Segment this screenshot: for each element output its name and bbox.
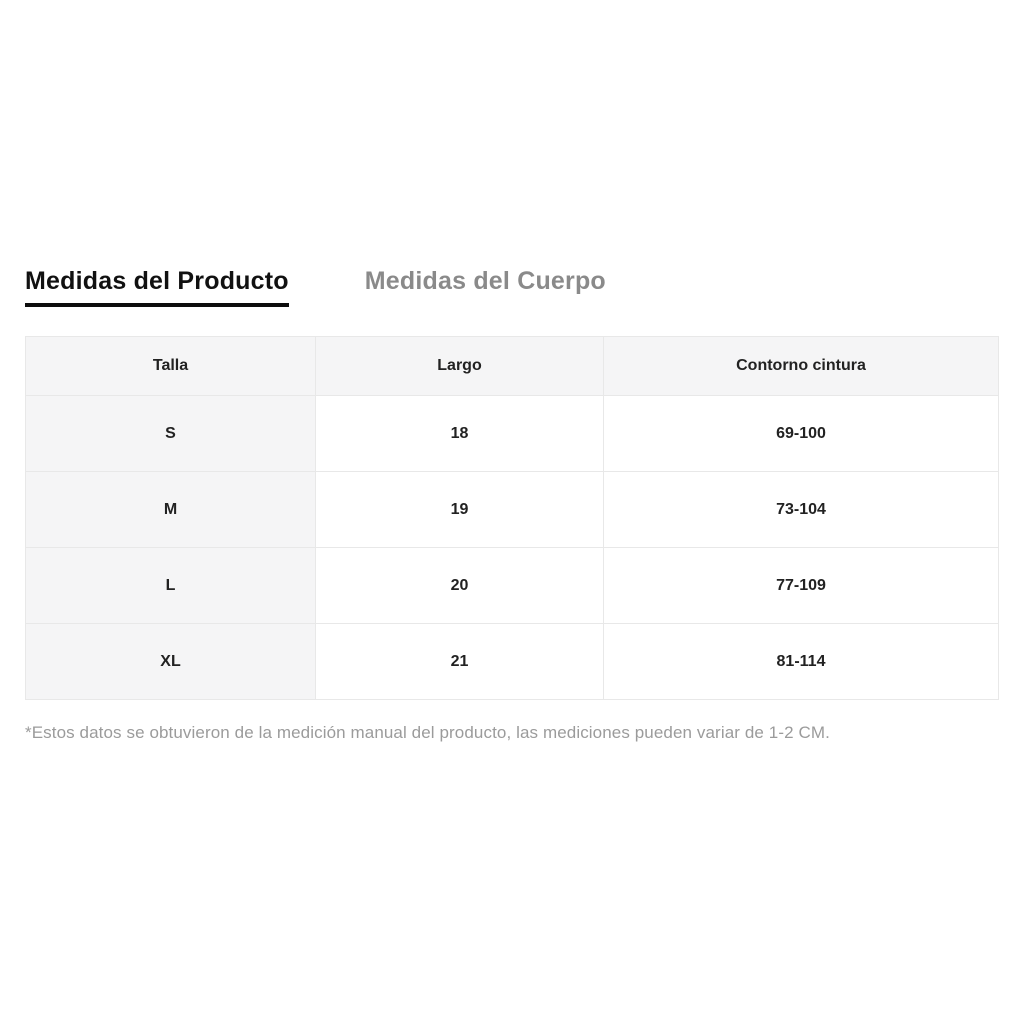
cell-contorno: 81-114	[604, 624, 999, 700]
size-chart-panel	[25, 266, 998, 743]
cell-contorno: 69-100	[604, 396, 999, 472]
measurement-disclaimer: *Estos datos se obtuvieron de la medición manual del producto, las mediciones pueden variar de 1-2 CM.	[25, 723, 830, 742]
measurement-tabs	[25, 266, 998, 307]
column-header-largo: Largo	[316, 337, 604, 396]
cell-largo: 21	[316, 624, 604, 700]
cell-talla: S	[26, 396, 316, 472]
cell-largo: 19	[316, 472, 604, 548]
table-row-xl	[26, 624, 999, 700]
table-row-m	[26, 472, 999, 548]
table-header-row	[26, 337, 999, 396]
cell-largo: 20	[316, 548, 604, 624]
cell-talla: L	[26, 548, 316, 624]
column-header-talla: Talla	[26, 337, 316, 396]
table-row-l	[26, 548, 999, 624]
cell-contorno: 73-104	[604, 472, 999, 548]
column-header-contorno-cintura: Contorno cintura	[604, 337, 999, 396]
tab-medidas-del-producto[interactable]: Medidas del Producto	[25, 266, 289, 307]
cell-talla: XL	[26, 624, 316, 700]
table-row-s	[26, 396, 999, 472]
cell-talla: M	[26, 472, 316, 548]
cell-largo: 18	[316, 396, 604, 472]
tab-medidas-del-cuerpo[interactable]: Medidas del Cuerpo	[364, 267, 606, 295]
size-table	[25, 336, 999, 700]
cell-contorno: 77-109	[604, 548, 999, 624]
